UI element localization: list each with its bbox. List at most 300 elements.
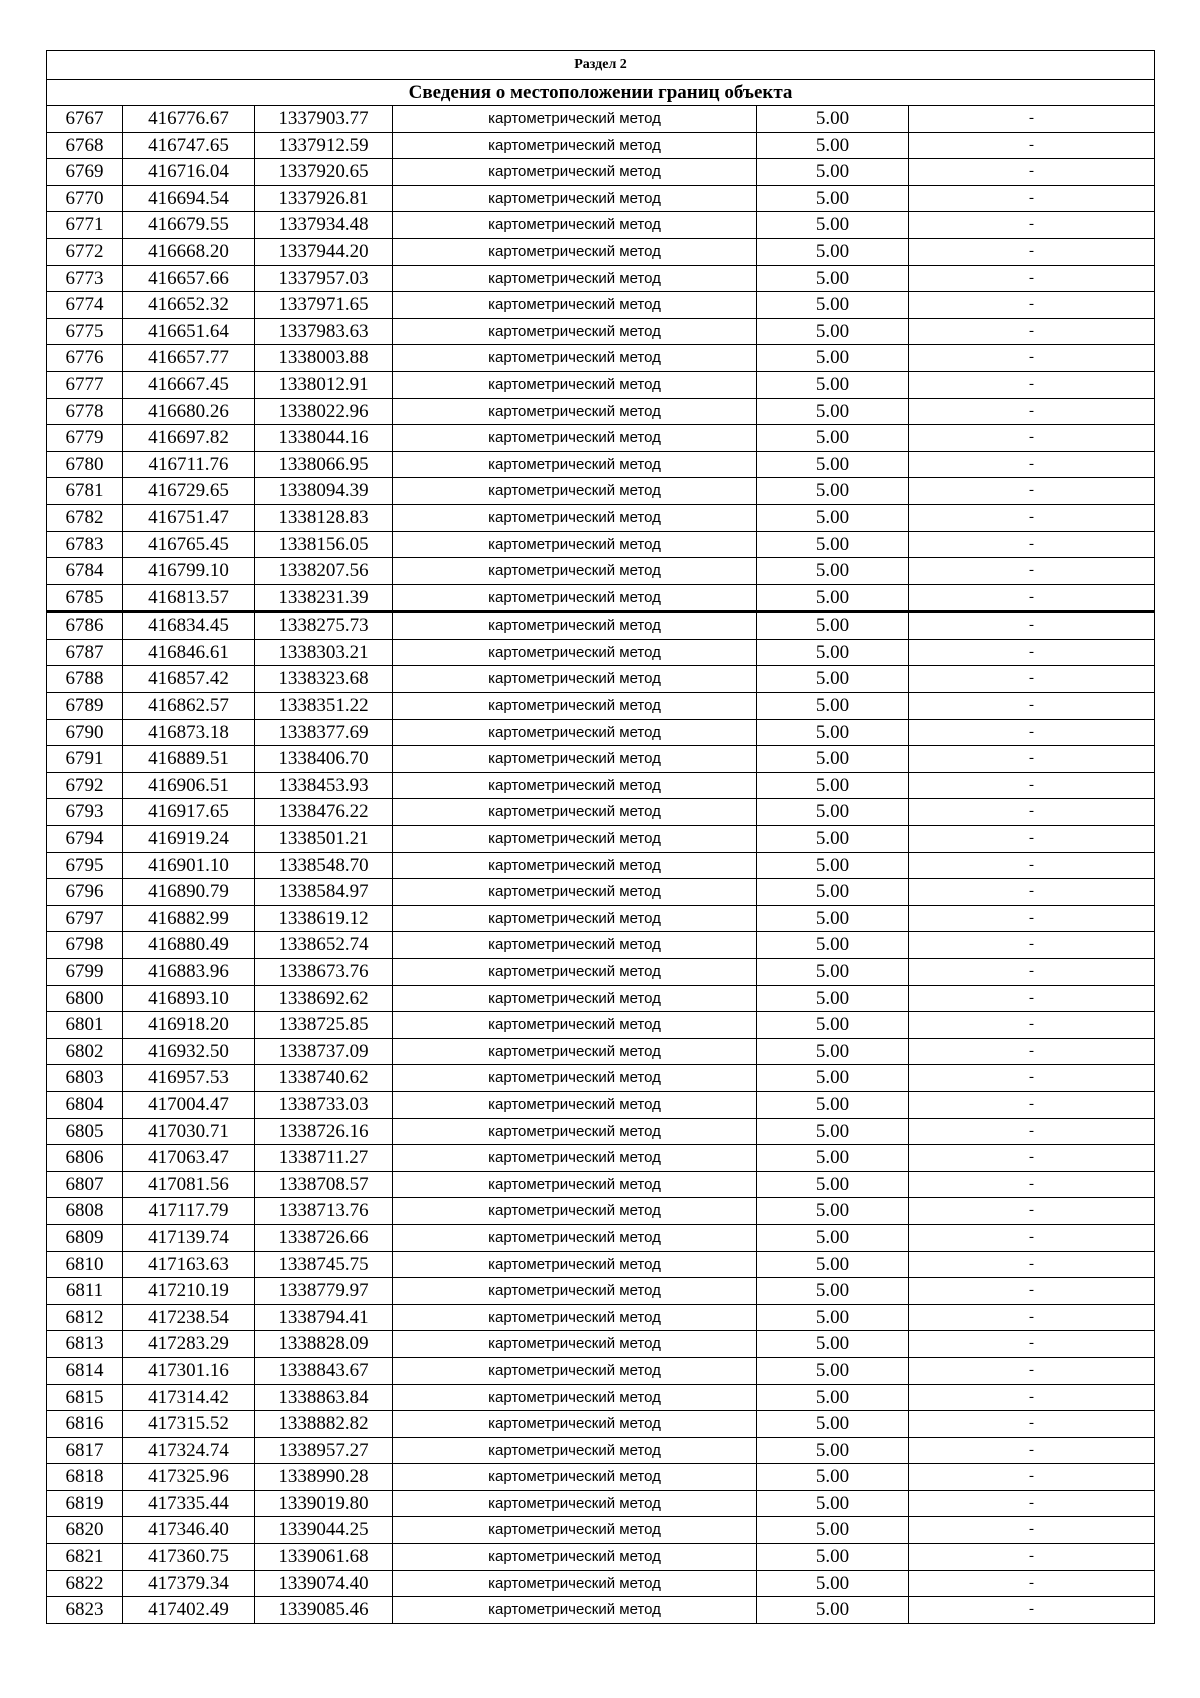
method-cell: картометрический метод xyxy=(393,1411,757,1438)
method-cell: картометрический метод xyxy=(393,318,757,345)
y-coordinate-cell: 1338275.73 xyxy=(255,612,393,640)
x-coordinate-cell: 417163.63 xyxy=(123,1251,255,1278)
description-cell: - xyxy=(909,292,1155,319)
table-row xyxy=(47,639,1155,666)
y-coordinate-cell: 1339019.80 xyxy=(255,1490,393,1517)
method-cell: картометрический метод xyxy=(393,1278,757,1305)
table-row xyxy=(47,212,1155,239)
table-row xyxy=(47,959,1155,986)
y-coordinate-cell: 1337912.59 xyxy=(255,132,393,159)
description-cell: - xyxy=(909,1012,1155,1039)
table-row xyxy=(47,1224,1155,1251)
method-cell: картометрический метод xyxy=(393,932,757,959)
y-coordinate-cell: 1338843.67 xyxy=(255,1357,393,1384)
method-cell: картометрический метод xyxy=(393,612,757,640)
accuracy-cell: 5.00 xyxy=(757,772,909,799)
accuracy-cell: 5.00 xyxy=(757,1544,909,1571)
point-number-cell: 6788 xyxy=(47,666,123,693)
y-coordinate-cell: 1338303.21 xyxy=(255,639,393,666)
description-cell: - xyxy=(909,985,1155,1012)
x-coordinate-cell: 416667.45 xyxy=(123,371,255,398)
table-row xyxy=(47,292,1155,319)
description-cell: - xyxy=(909,1091,1155,1118)
point-number-cell: 6806 xyxy=(47,1145,123,1172)
method-cell: картометрический метод xyxy=(393,478,757,505)
y-coordinate-cell: 1338066.95 xyxy=(255,451,393,478)
description-cell: - xyxy=(909,1065,1155,1092)
point-number-cell: 6781 xyxy=(47,478,123,505)
y-coordinate-cell: 1337957.03 xyxy=(255,265,393,292)
x-coordinate-cell: 417081.56 xyxy=(123,1171,255,1198)
table-row xyxy=(47,106,1155,133)
description-cell: - xyxy=(909,639,1155,666)
description-cell: - xyxy=(909,1437,1155,1464)
x-coordinate-cell: 417139.74 xyxy=(123,1224,255,1251)
y-coordinate-cell: 1338957.27 xyxy=(255,1437,393,1464)
accuracy-cell: 5.00 xyxy=(757,1437,909,1464)
point-number-cell: 6812 xyxy=(47,1304,123,1331)
point-number-cell: 6799 xyxy=(47,959,123,986)
description-cell: - xyxy=(909,238,1155,265)
method-cell: картометрический метод xyxy=(393,345,757,372)
method-cell: картометрический метод xyxy=(393,1331,757,1358)
section-title: Сведения о местоположении границ объекта xyxy=(47,80,1155,106)
section-label: Раздел 2 xyxy=(47,51,1155,80)
description-cell: - xyxy=(909,666,1155,693)
description-cell: - xyxy=(909,185,1155,212)
method-cell: картометрический метод xyxy=(393,666,757,693)
x-coordinate-cell: 417314.42 xyxy=(123,1384,255,1411)
point-number-cell: 6768 xyxy=(47,132,123,159)
point-number-cell: 6783 xyxy=(47,531,123,558)
y-coordinate-cell: 1338882.82 xyxy=(255,1411,393,1438)
method-cell: картометрический метод xyxy=(393,371,757,398)
method-cell: картометрический метод xyxy=(393,1198,757,1225)
description-cell: - xyxy=(909,318,1155,345)
description-cell: - xyxy=(909,719,1155,746)
description-cell: - xyxy=(909,1357,1155,1384)
x-coordinate-cell: 416679.55 xyxy=(123,212,255,239)
method-cell: картометрический метод xyxy=(393,425,757,452)
y-coordinate-cell: 1338737.09 xyxy=(255,1038,393,1065)
point-number-cell: 6791 xyxy=(47,746,123,773)
y-coordinate-cell: 1338733.03 xyxy=(255,1091,393,1118)
x-coordinate-cell: 417030.71 xyxy=(123,1118,255,1145)
x-coordinate-cell: 416697.82 xyxy=(123,425,255,452)
accuracy-cell: 5.00 xyxy=(757,558,909,585)
y-coordinate-cell: 1339085.46 xyxy=(255,1597,393,1624)
x-coordinate-cell: 417283.29 xyxy=(123,1331,255,1358)
accuracy-cell: 5.00 xyxy=(757,212,909,239)
method-cell: картометрический метод xyxy=(393,451,757,478)
x-coordinate-cell: 416776.67 xyxy=(123,106,255,133)
x-coordinate-cell: 416901.10 xyxy=(123,852,255,879)
description-cell: - xyxy=(909,1411,1155,1438)
table-row xyxy=(47,1517,1155,1544)
method-cell: картометрический метод xyxy=(393,1012,757,1039)
description-cell: - xyxy=(909,1570,1155,1597)
y-coordinate-cell: 1338323.68 xyxy=(255,666,393,693)
accuracy-cell: 5.00 xyxy=(757,1278,909,1305)
y-coordinate-cell: 1338094.39 xyxy=(255,478,393,505)
point-number-cell: 6811 xyxy=(47,1278,123,1305)
description-cell: - xyxy=(909,1145,1155,1172)
point-number-cell: 6789 xyxy=(47,693,123,720)
point-number-cell: 6818 xyxy=(47,1464,123,1491)
point-number-cell: 6769 xyxy=(47,159,123,186)
accuracy-cell: 5.00 xyxy=(757,1331,909,1358)
table-row xyxy=(47,345,1155,372)
point-number-cell: 6778 xyxy=(47,398,123,425)
accuracy-cell: 5.00 xyxy=(757,1171,909,1198)
table-row xyxy=(47,1065,1155,1092)
x-coordinate-cell: 417346.40 xyxy=(123,1517,255,1544)
y-coordinate-cell: 1337971.65 xyxy=(255,292,393,319)
point-number-cell: 6770 xyxy=(47,185,123,212)
description-cell: - xyxy=(909,425,1155,452)
table-row xyxy=(47,398,1155,425)
description-cell: - xyxy=(909,1597,1155,1624)
accuracy-cell: 5.00 xyxy=(757,132,909,159)
accuracy-cell: 5.00 xyxy=(757,1570,909,1597)
accuracy-cell: 5.00 xyxy=(757,1464,909,1491)
point-number-cell: 6815 xyxy=(47,1384,123,1411)
point-number-cell: 6810 xyxy=(47,1251,123,1278)
point-number-cell: 6809 xyxy=(47,1224,123,1251)
accuracy-cell: 5.00 xyxy=(757,1411,909,1438)
description-cell: - xyxy=(909,159,1155,186)
table-row xyxy=(47,1384,1155,1411)
y-coordinate-cell: 1338794.41 xyxy=(255,1304,393,1331)
accuracy-cell: 5.00 xyxy=(757,1357,909,1384)
description-cell: - xyxy=(909,478,1155,505)
point-number-cell: 6816 xyxy=(47,1411,123,1438)
description-cell: - xyxy=(909,345,1155,372)
y-coordinate-cell: 1338725.85 xyxy=(255,1012,393,1039)
x-coordinate-cell: 416846.61 xyxy=(123,639,255,666)
accuracy-cell: 5.00 xyxy=(757,612,909,640)
point-number-cell: 6779 xyxy=(47,425,123,452)
accuracy-cell: 5.00 xyxy=(757,345,909,372)
table-row xyxy=(47,1198,1155,1225)
description-cell: - xyxy=(909,132,1155,159)
description-cell: - xyxy=(909,612,1155,640)
point-number-cell: 6821 xyxy=(47,1544,123,1571)
table-row xyxy=(47,584,1155,612)
y-coordinate-cell: 1337983.63 xyxy=(255,318,393,345)
table-row xyxy=(47,1118,1155,1145)
description-cell: - xyxy=(909,398,1155,425)
y-coordinate-cell: 1338740.62 xyxy=(255,1065,393,1092)
method-cell: картометрический метод xyxy=(393,238,757,265)
table-row xyxy=(47,504,1155,531)
table-row xyxy=(47,1012,1155,1039)
y-coordinate-cell: 1338673.76 xyxy=(255,959,393,986)
method-cell: картометрический метод xyxy=(393,1384,757,1411)
accuracy-cell: 5.00 xyxy=(757,425,909,452)
description-cell: - xyxy=(909,1517,1155,1544)
accuracy-cell: 5.00 xyxy=(757,1091,909,1118)
point-number-cell: 6782 xyxy=(47,504,123,531)
table-row xyxy=(47,666,1155,693)
method-cell: картометрический метод xyxy=(393,693,757,720)
table-row xyxy=(47,905,1155,932)
method-cell: картометрический метод xyxy=(393,1171,757,1198)
point-number-cell: 6792 xyxy=(47,772,123,799)
accuracy-cell: 5.00 xyxy=(757,185,909,212)
x-coordinate-cell: 416652.32 xyxy=(123,292,255,319)
boundary-points-table xyxy=(46,50,1155,1624)
point-number-cell: 6784 xyxy=(47,558,123,585)
method-cell: картометрический метод xyxy=(393,265,757,292)
x-coordinate-cell: 417335.44 xyxy=(123,1490,255,1517)
method-cell: картометрический метод xyxy=(393,292,757,319)
accuracy-cell: 5.00 xyxy=(757,826,909,853)
table-row xyxy=(47,1304,1155,1331)
point-number-cell: 6795 xyxy=(47,852,123,879)
y-coordinate-cell: 1338692.62 xyxy=(255,985,393,1012)
point-number-cell: 6804 xyxy=(47,1091,123,1118)
x-coordinate-cell: 416668.20 xyxy=(123,238,255,265)
table-row xyxy=(47,772,1155,799)
accuracy-cell: 5.00 xyxy=(757,666,909,693)
x-coordinate-cell: 417117.79 xyxy=(123,1198,255,1225)
x-coordinate-cell: 416880.49 xyxy=(123,932,255,959)
accuracy-cell: 5.00 xyxy=(757,1012,909,1039)
description-cell: - xyxy=(909,1331,1155,1358)
point-number-cell: 6803 xyxy=(47,1065,123,1092)
y-coordinate-cell: 1338128.83 xyxy=(255,504,393,531)
y-coordinate-cell: 1338012.91 xyxy=(255,371,393,398)
table-row xyxy=(47,531,1155,558)
point-number-cell: 6819 xyxy=(47,1490,123,1517)
table-row xyxy=(47,1251,1155,1278)
point-number-cell: 6775 xyxy=(47,318,123,345)
method-cell: картометрический метод xyxy=(393,531,757,558)
table-row xyxy=(47,1411,1155,1438)
method-cell: картометрический метод xyxy=(393,1145,757,1172)
y-coordinate-cell: 1337944.20 xyxy=(255,238,393,265)
point-number-cell: 6800 xyxy=(47,985,123,1012)
point-number-cell: 6813 xyxy=(47,1331,123,1358)
table-row xyxy=(47,746,1155,773)
y-coordinate-cell: 1338453.93 xyxy=(255,772,393,799)
method-cell: картометрический метод xyxy=(393,1118,757,1145)
table-row xyxy=(47,612,1155,640)
x-coordinate-cell: 416919.24 xyxy=(123,826,255,853)
y-coordinate-cell: 1338022.96 xyxy=(255,398,393,425)
point-number-cell: 6822 xyxy=(47,1570,123,1597)
x-coordinate-cell: 417379.34 xyxy=(123,1570,255,1597)
method-cell: картометрический метод xyxy=(393,185,757,212)
accuracy-cell: 5.00 xyxy=(757,584,909,612)
point-number-cell: 6808 xyxy=(47,1198,123,1225)
y-coordinate-cell: 1339074.40 xyxy=(255,1570,393,1597)
method-cell: картометрический метод xyxy=(393,1544,757,1571)
y-coordinate-cell: 1338863.84 xyxy=(255,1384,393,1411)
y-coordinate-cell: 1338713.76 xyxy=(255,1198,393,1225)
accuracy-cell: 5.00 xyxy=(757,932,909,959)
method-cell: картометрический метод xyxy=(393,959,757,986)
description-cell: - xyxy=(909,959,1155,986)
point-number-cell: 6785 xyxy=(47,584,123,612)
accuracy-cell: 5.00 xyxy=(757,1224,909,1251)
accuracy-cell: 5.00 xyxy=(757,879,909,906)
y-coordinate-cell: 1338351.22 xyxy=(255,693,393,720)
table-row xyxy=(47,1038,1155,1065)
accuracy-cell: 5.00 xyxy=(757,1251,909,1278)
description-cell: - xyxy=(909,905,1155,932)
y-coordinate-cell: 1338745.75 xyxy=(255,1251,393,1278)
y-coordinate-cell: 1338207.56 xyxy=(255,558,393,585)
y-coordinate-cell: 1337934.48 xyxy=(255,212,393,239)
table-row xyxy=(47,1145,1155,1172)
point-number-cell: 6773 xyxy=(47,265,123,292)
point-number-cell: 6767 xyxy=(47,106,123,133)
y-coordinate-cell: 1338231.39 xyxy=(255,584,393,612)
x-coordinate-cell: 416751.47 xyxy=(123,504,255,531)
point-number-cell: 6776 xyxy=(47,345,123,372)
description-cell: - xyxy=(909,693,1155,720)
point-number-cell: 6823 xyxy=(47,1597,123,1624)
x-coordinate-cell: 416893.10 xyxy=(123,985,255,1012)
method-cell: картометрический метод xyxy=(393,985,757,1012)
x-coordinate-cell: 417301.16 xyxy=(123,1357,255,1384)
description-cell: - xyxy=(909,265,1155,292)
point-number-cell: 6790 xyxy=(47,719,123,746)
y-coordinate-cell: 1337903.77 xyxy=(255,106,393,133)
x-coordinate-cell: 416813.57 xyxy=(123,584,255,612)
x-coordinate-cell: 417063.47 xyxy=(123,1145,255,1172)
description-cell: - xyxy=(909,1224,1155,1251)
table-row xyxy=(47,879,1155,906)
accuracy-cell: 5.00 xyxy=(757,292,909,319)
description-cell: - xyxy=(909,852,1155,879)
description-cell: - xyxy=(909,932,1155,959)
method-cell: картометрический метод xyxy=(393,106,757,133)
accuracy-cell: 5.00 xyxy=(757,719,909,746)
x-coordinate-cell: 416834.45 xyxy=(123,612,255,640)
table-row xyxy=(47,1091,1155,1118)
accuracy-cell: 5.00 xyxy=(757,1198,909,1225)
accuracy-cell: 5.00 xyxy=(757,1118,909,1145)
accuracy-cell: 5.00 xyxy=(757,1597,909,1624)
method-cell: картометрический метод xyxy=(393,639,757,666)
method-cell: картометрический метод xyxy=(393,1038,757,1065)
accuracy-cell: 5.00 xyxy=(757,504,909,531)
y-coordinate-cell: 1338652.74 xyxy=(255,932,393,959)
point-number-cell: 6780 xyxy=(47,451,123,478)
x-coordinate-cell: 417360.75 xyxy=(123,1544,255,1571)
accuracy-cell: 5.00 xyxy=(757,1065,909,1092)
method-cell: картометрический метод xyxy=(393,1597,757,1624)
x-coordinate-cell: 416890.79 xyxy=(123,879,255,906)
description-cell: - xyxy=(909,371,1155,398)
x-coordinate-cell: 416889.51 xyxy=(123,746,255,773)
table-row xyxy=(47,371,1155,398)
point-number-cell: 6793 xyxy=(47,799,123,826)
method-cell: картометрический метод xyxy=(393,1224,757,1251)
table-row xyxy=(47,425,1155,452)
x-coordinate-cell: 417238.54 xyxy=(123,1304,255,1331)
method-cell: картометрический метод xyxy=(393,879,757,906)
y-coordinate-cell: 1338828.09 xyxy=(255,1331,393,1358)
accuracy-cell: 5.00 xyxy=(757,1517,909,1544)
accuracy-cell: 5.00 xyxy=(757,478,909,505)
description-cell: - xyxy=(909,451,1155,478)
table-row xyxy=(47,693,1155,720)
description-cell: - xyxy=(909,1304,1155,1331)
table-row xyxy=(47,1437,1155,1464)
table-row xyxy=(47,238,1155,265)
point-number-cell: 6814 xyxy=(47,1357,123,1384)
accuracy-cell: 5.00 xyxy=(757,799,909,826)
x-coordinate-cell: 416680.26 xyxy=(123,398,255,425)
accuracy-cell: 5.00 xyxy=(757,1384,909,1411)
table-row xyxy=(47,826,1155,853)
accuracy-cell: 5.00 xyxy=(757,531,909,558)
accuracy-cell: 5.00 xyxy=(757,852,909,879)
point-number-cell: 6802 xyxy=(47,1038,123,1065)
x-coordinate-cell: 416882.99 xyxy=(123,905,255,932)
method-cell: картометрический метод xyxy=(393,558,757,585)
method-cell: картометрический метод xyxy=(393,584,757,612)
point-number-cell: 6817 xyxy=(47,1437,123,1464)
method-cell: картометрический метод xyxy=(393,1437,757,1464)
x-coordinate-cell: 417325.96 xyxy=(123,1464,255,1491)
y-coordinate-cell: 1338406.70 xyxy=(255,746,393,773)
y-coordinate-cell: 1337926.81 xyxy=(255,185,393,212)
table-row xyxy=(47,185,1155,212)
table-row xyxy=(47,1464,1155,1491)
description-cell: - xyxy=(909,1544,1155,1571)
description-cell: - xyxy=(909,826,1155,853)
table-row xyxy=(47,799,1155,826)
y-coordinate-cell: 1338708.57 xyxy=(255,1171,393,1198)
description-cell: - xyxy=(909,1171,1155,1198)
description-cell: - xyxy=(909,212,1155,239)
x-coordinate-cell: 417324.74 xyxy=(123,1437,255,1464)
x-coordinate-cell: 416932.50 xyxy=(123,1038,255,1065)
accuracy-cell: 5.00 xyxy=(757,1490,909,1517)
x-coordinate-cell: 416799.10 xyxy=(123,558,255,585)
point-number-cell: 6801 xyxy=(47,1012,123,1039)
x-coordinate-cell: 416862.57 xyxy=(123,693,255,720)
accuracy-cell: 5.00 xyxy=(757,905,909,932)
table-row xyxy=(47,132,1155,159)
x-coordinate-cell: 416651.64 xyxy=(123,318,255,345)
method-cell: картометрический метод xyxy=(393,1251,757,1278)
accuracy-cell: 5.00 xyxy=(757,985,909,1012)
accuracy-cell: 5.00 xyxy=(757,371,909,398)
x-coordinate-cell: 417004.47 xyxy=(123,1091,255,1118)
accuracy-cell: 5.00 xyxy=(757,106,909,133)
table-row xyxy=(47,1357,1155,1384)
x-coordinate-cell: 417402.49 xyxy=(123,1597,255,1624)
table-row xyxy=(47,719,1155,746)
accuracy-cell: 5.00 xyxy=(757,959,909,986)
table-row xyxy=(47,451,1155,478)
point-number-cell: 6786 xyxy=(47,612,123,640)
x-coordinate-cell: 416873.18 xyxy=(123,719,255,746)
description-cell: - xyxy=(909,558,1155,585)
accuracy-cell: 5.00 xyxy=(757,318,909,345)
method-cell: картометрический метод xyxy=(393,212,757,239)
point-number-cell: 6777 xyxy=(47,371,123,398)
table-row xyxy=(47,1544,1155,1571)
description-cell: - xyxy=(909,504,1155,531)
method-cell: картометрический метод xyxy=(393,799,757,826)
